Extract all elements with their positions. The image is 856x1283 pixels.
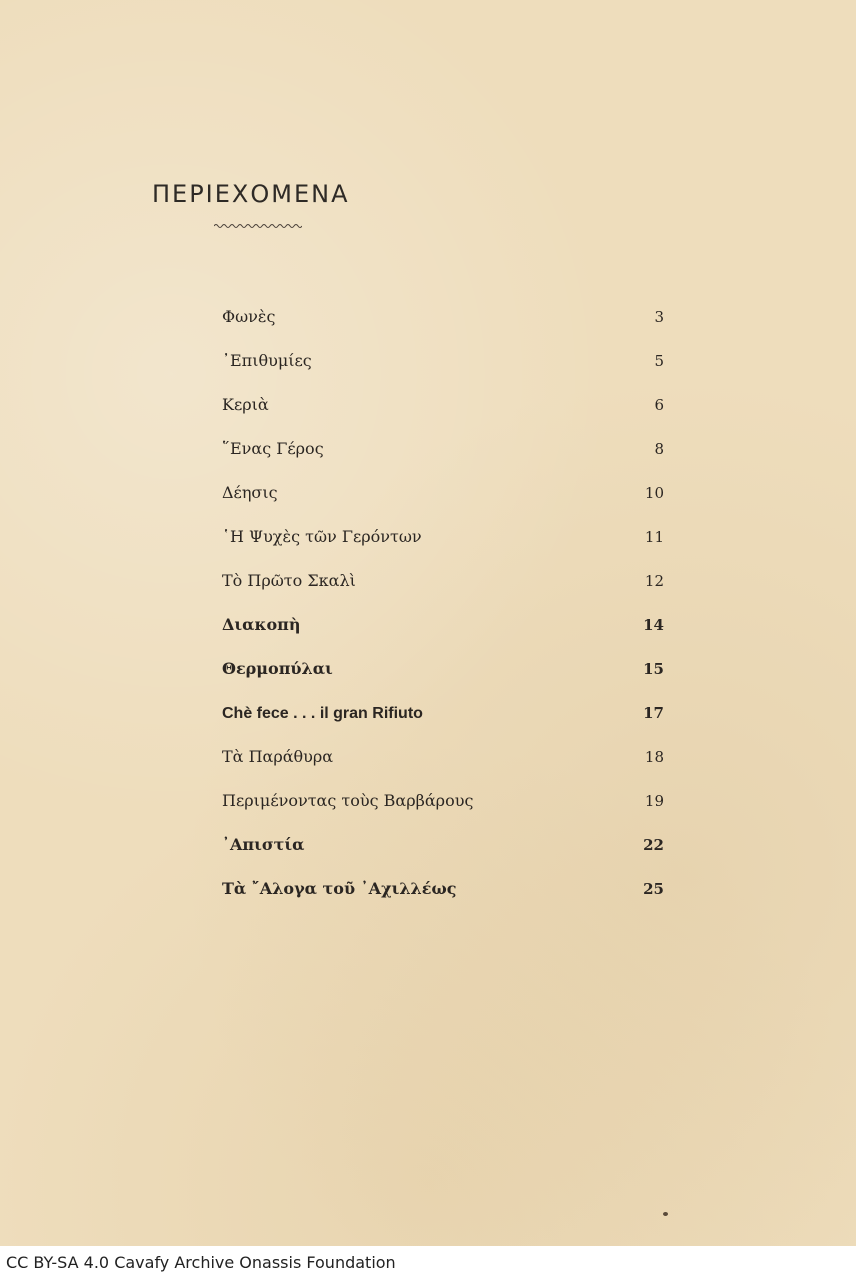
toc-entry-page: 14 (643, 616, 664, 634)
toc-entry (222, 568, 664, 612)
toc-entry (222, 744, 664, 788)
toc-entry (222, 304, 664, 348)
toc-entry (222, 480, 664, 524)
paper-speck (663, 1212, 668, 1216)
toc-entry-page: 18 (644, 748, 664, 766)
toc-entry (222, 832, 664, 876)
toc-entry-title: Φωνὲς (222, 307, 276, 326)
toc-entry-title: ᾿Απιστία (222, 835, 305, 854)
toc-entry-title: Τὸ Πρῶτο Σκαλὶ (222, 571, 356, 590)
toc-entry (222, 348, 664, 392)
toc-entry-page: 17 (643, 704, 664, 722)
toc-entry (222, 612, 664, 656)
toc-entry-page: 3 (654, 308, 664, 326)
toc-entry (222, 436, 664, 480)
toc-entry-page: 10 (644, 484, 664, 502)
toc-entry-page: 8 (654, 440, 664, 458)
wavy-underline-ornament (214, 221, 302, 231)
toc-entry (222, 788, 664, 832)
toc-entry-page: 22 (643, 836, 664, 854)
toc-entry-title: Θερμοπύλαι (222, 659, 333, 678)
toc-entry-title: Κεριὰ (222, 395, 269, 414)
toc-entry (222, 876, 664, 920)
toc-entry-title: ᾿Επιθυμίες (222, 351, 312, 370)
toc-entry-page: 6 (654, 396, 664, 414)
toc-entry-page: 11 (644, 528, 664, 546)
toc-entry-title: Περιμένοντας τοὺς Βαρβάρους (222, 791, 474, 810)
toc-entry-title: Τὰ ῎Αλογα τοῦ ᾿Αχιλλέως (222, 879, 457, 898)
toc-entry-title: Δέησις (222, 483, 278, 502)
toc-entry-page: 12 (644, 572, 664, 590)
credit-line: CC BY-SA 4.0 Cavafy Archive Onassis Foundation (6, 1253, 396, 1272)
page-title: ΠΕΡΙΕΧΟΜΕΝΑ (152, 180, 350, 208)
table-of-contents (222, 304, 664, 920)
toc-entry-page: 15 (643, 660, 664, 678)
toc-entry-title: Chè fece . . . il gran Rifiuto (222, 705, 423, 722)
toc-entry (222, 524, 664, 568)
toc-entry-title: ῾Η Ψυχὲς τῶν Γερόντων (222, 527, 422, 546)
toc-entry (222, 700, 664, 744)
toc-entry-page: 25 (643, 880, 664, 898)
toc-entry-title: Τὰ Παράθυρα (222, 747, 334, 766)
toc-entry (222, 656, 664, 700)
toc-entry (222, 392, 664, 436)
toc-entry-page: 5 (654, 352, 664, 370)
toc-entry-title: Διακοπὴ (222, 615, 301, 634)
toc-entry-title: ῞Ενας Γέρος (222, 439, 324, 458)
toc-entry-page: 19 (644, 792, 664, 810)
